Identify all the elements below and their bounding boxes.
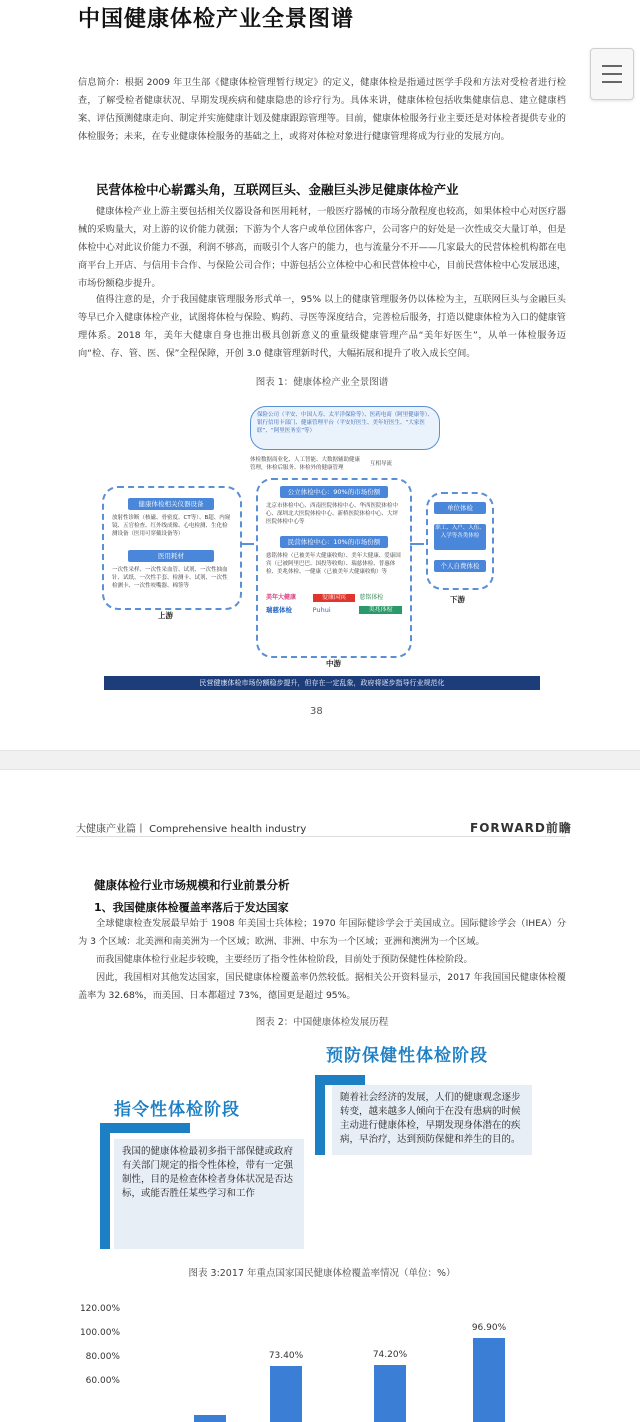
bar-1 — [270, 1366, 302, 1422]
section-title-2: 健康体检行业市场规模和行业前景分析 — [94, 878, 290, 892]
y-tick-label: 60.00% — [85, 1376, 120, 1386]
unit-checkup: 单位体检 — [434, 502, 486, 514]
mid-note: 体检数据商业化、人工智能、大数据辅助健康管理，体检后服务、体检外的健康管理 — [250, 457, 361, 471]
data-label: 74.20% — [372, 1349, 408, 1360]
stage2-title: 预防保健性体检阶段 — [326, 1046, 488, 1066]
downstream-box — [426, 492, 494, 590]
brand-logo: FORWARD前瞻 — [470, 821, 572, 835]
logo-grid — [266, 594, 402, 614]
stage1-title: 指令性体检阶段 — [114, 1100, 240, 1120]
stage2-accent-bar — [315, 1075, 325, 1155]
stage2-text: 随着社会经济的发展，人们的健康观念逐步转变，越来越多人倾向于在没有患病的时候主动进行健康体检，早期发现身体潜在的疾病，早治疗，达到预防保健和养生的目的。 — [340, 1092, 521, 1145]
y-tick-label: 100.00% — [79, 1328, 120, 1338]
midstream-label: 中游 — [326, 659, 341, 668]
data-label: 73.40% — [268, 1350, 304, 1361]
paragraph-2: 值得注意的是，介于我国健康管理服务形式单一，95% 以上的健康管理服务仍以体检为主，互联网巨头与金融巨头等早已介入健康体检产业，试图将体检与保险、购药、寻医等深度结合，完善检后服务，打造以健康体检为入口的健康管理体系。2018 年，美年大健康自身也推出极具创新意义的重量级健康管理产品“美年好医生”，从单一体检服务迈向“检、存、管、医、保”全程保障，开创 3.0 健康管理新时代，大幅拓展和提升了收入成长空间。 — [78, 294, 566, 359]
header-divider — [76, 836, 566, 837]
subsection-title: 1、我国健康体检覆盖率落后于发达国家 — [94, 901, 289, 914]
stage1-text: 我国的健康体检最初多指干部保健或政府有关部门规定的指令性体检，带有一定强制性，目的是检查体检者身体状况是否达标，或能否胜任某些学习和工作 — [122, 1146, 294, 1199]
industry-diagram — [100, 398, 540, 698]
page-number: 38 — [310, 706, 323, 717]
stages-graphic — [100, 1035, 560, 1250]
figure2-caption: 图表 2：中国健康体检发展历程 — [255, 1017, 389, 1028]
public-center-text: 北京市体检中心、西南医院体检中心、华西医院体检中心、深圳北大医院体检中心、新桥医院体检中心、大坪医院体检中心等 — [266, 503, 399, 525]
figure3-caption: 图表 3:2017 年重点国家国民健康体检覆盖率情况（单位：%） — [188, 1268, 456, 1279]
logo: Puhui — [312, 606, 331, 614]
stage1-card — [114, 1139, 304, 1249]
top-partners-box: 保险公司（平安、中国人寿、太平洋保险等）、医药电商（阿里健康等）、银行信用卡部门、健康管理平台（平安好医生、美年好医生、“大家医联”、“阿里医务室”等） — [250, 406, 440, 450]
logo: 瑞慈体检 — [266, 606, 292, 614]
logo: 美兆体检 — [359, 606, 402, 614]
logo: 爱康国宾 — [313, 594, 356, 602]
public-center-label: 公立体检中心：90%的市场份额 — [280, 486, 388, 498]
figure1-caption: 图表 1：健康体检产业全景图谱 — [255, 377, 389, 388]
logo: 慈铭体检 — [359, 594, 384, 601]
intro-paragraph: 信息简介：根据 2009 年卫生部《健康体检管理暂行规定》的定义，健康体检是指通过医学手段和方法对受检者进行检查，了解受检者健康状况、早期发现疾病和健康隐患的诊疗行为。具体来讲，健康体检包括收集健康信息、建立健康档案、评估预测健康走向、制定并实施健康计划及健康跟踪管理等。目前，健康体检服务行业主要还是对体检者提供专业的体检服务；未来，在专业健康体检服务的基础之上，或将对体检对象进行健康管理将成为行业的发展方向。 — [78, 77, 566, 142]
hamburger-icon — [602, 65, 622, 67]
stage2-card — [332, 1085, 532, 1155]
upstream-equipment-text: 放射性诊断（核磁、骨密度、CT等）、B超、内窥镜、五官检查、红外线成像、心电检测、生化检测设备（医用可穿戴设备等） — [112, 515, 231, 537]
arrow-right-1 — [240, 543, 254, 545]
upstream-consumables-text: 一次性采样、一次性采血管、试剂、一次性抽血针、试纸、一次性手套、检测卡、试剂、一次性检测卡、一次性咬嘴器、棉签等 — [112, 567, 228, 589]
p2-paragraph-3: 因此，我国相对其他发达国家，国民健康体检覆盖率仍然较低。据相关公开资料显示，2017 年我国国民健康体检覆盖率为 32.68%，而美国、日本都超过 73%，德国更是超过 95%。 — [78, 972, 566, 1001]
stage1-accent-top — [100, 1123, 190, 1133]
arrow-note: 互相导流 — [370, 461, 393, 467]
upstream-box — [102, 486, 242, 610]
page-title: 中国健康体检产业全景图谱 — [78, 7, 355, 32]
bar-2 — [374, 1365, 406, 1422]
bar-3 — [473, 1338, 505, 1422]
upstream-consumables-label: 医用耗材 — [128, 550, 214, 562]
arrow-right-2 — [410, 543, 424, 545]
bar-0 — [194, 1415, 226, 1422]
upstream-equipment-label: 健康体检相关仪器设备 — [128, 498, 214, 510]
p2-paragraph-1: 全球健康检查发展最早始于 1908 年美国士兵体检；1970 年国际健诊学会于美国成立。国际健诊学会（IHEA）分为 3 个区域：北美洲和南美洲为一个区域；欧洲、非洲、中东为一个区域；亚洲和澳洲为一个区域。 — [78, 918, 566, 947]
menu-button[interactable] — [590, 48, 634, 100]
logo: 美年大健康 — [266, 594, 297, 601]
downstream-label: 下游 — [450, 595, 465, 604]
upstream-label: 上游 — [158, 611, 173, 620]
page-header-left: 大健康产业篇丨 Comprehensive health industry — [76, 824, 307, 835]
y-tick-label: 80.00% — [85, 1352, 120, 1362]
p2-paragraph-2: 而我国健康体检行业起步较晚，主要经历了指令性体检阶段，目前处于预防保健性体检阶段。 — [96, 954, 473, 965]
employee-checkup: 职工、入户、入伍、入学等各类体检 — [434, 524, 486, 550]
midstream-box — [256, 478, 412, 658]
page-separator — [0, 750, 640, 770]
diagram-bottom-bar: 民营健康体检市场份额稳步提升，但存在一定乱象，政府将逐步指导行业规范化 — [104, 676, 540, 690]
private-center-text: 慈铭体检（已被美年大健康收购）、美年大健康、爱康国宾（已被阿里巴巴、国投等收购）、瑞慈体检、普惠体检、美兆体检、一健康（已被美年大健康收购）等 — [266, 553, 401, 575]
coverage-bar-chart — [60, 1300, 580, 1422]
section-title: 民营体检中心崭露头角，互联网巨头、金融巨头涉足健康体检产业 — [96, 182, 459, 197]
data-label: 96.90% — [471, 1322, 507, 1333]
private-center-label: 民营体检中心：10%的市场份额 — [280, 536, 388, 548]
personal-checkup: 个人自费体检 — [434, 560, 486, 572]
y-tick-label: 120.00% — [79, 1304, 120, 1314]
paragraph-1: 健康体检产业上游主要包括相关仪器设备和医用耗材，一般医疗器械的市场分散程度也较高，如果体检中心对医疗器械的采购量大，对上游的议价能力就强；下游为个人客户或单位团体客户，公司客户的好处是一次性成交大量订单，但是体检中心对此议价能力不强，利润不够高，而吸引个人客户的能力，也与流量分不开——几家最大的民营体检机构都在电商平台上开店、与信用卡合作、与保险公司合作；中游包括公立体检中心和民营体检中心，目前民营体检中心发展迅速，市场份额稳步提升。 — [78, 206, 566, 289]
stage1-accent-bar — [100, 1123, 110, 1249]
